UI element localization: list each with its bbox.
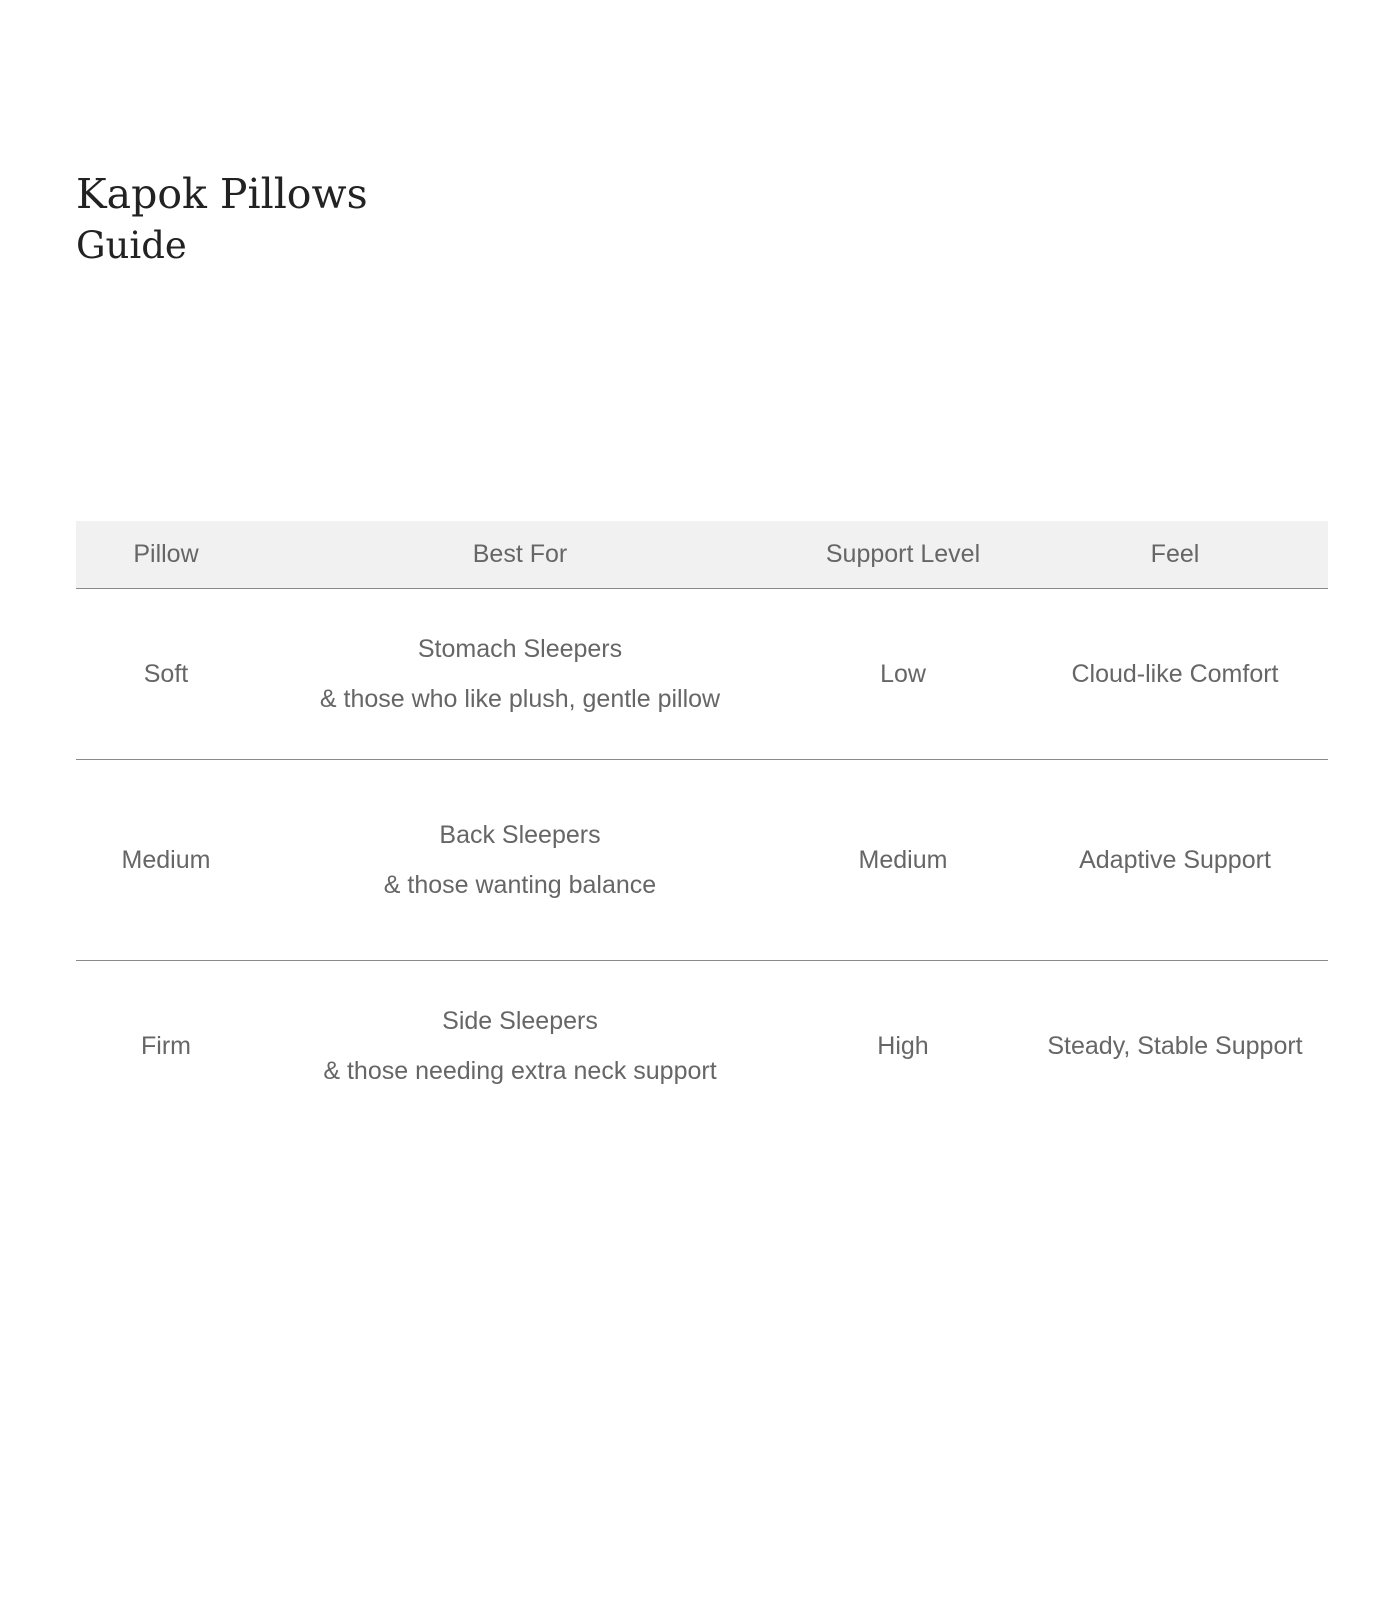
cell-feel: Steady, Stable Support — [1047, 1031, 1303, 1060]
best-for-main: Stomach Sleepers — [417, 635, 623, 663]
cell-best-for — [256, 624, 784, 724]
page-title-line1: Kapok Pillows — [76, 170, 368, 218]
cell-best-for — [256, 996, 784, 1096]
cell-pillow: Medium — [121, 845, 211, 874]
cell-feel: Adaptive Support — [1079, 845, 1271, 874]
cell-support-level: Low — [880, 659, 926, 688]
cell-pillow: Soft — [143, 659, 189, 688]
table-row — [76, 589, 1328, 760]
column-header-pillow: Pillow — [133, 540, 199, 568]
best-for-main: Side Sleepers — [442, 1007, 598, 1035]
cell-feel: Cloud-like Comfort — [1071, 659, 1279, 688]
best-for-sub: & those who like plush, gentle pillow — [319, 685, 721, 713]
table-header-row — [76, 521, 1328, 589]
page-title-line2: Guide — [76, 224, 187, 267]
table-row — [76, 961, 1328, 1131]
best-for-sub: & those needing extra neck support — [323, 1057, 717, 1085]
column-header-support-level: Support Level — [825, 540, 981, 568]
best-for-main: Back Sleepers — [439, 821, 601, 849]
column-header-feel: Feel — [1150, 540, 1200, 568]
column-header-best-for: Best For — [472, 540, 568, 568]
table-row — [76, 760, 1328, 961]
cell-best-for — [256, 810, 784, 910]
best-for-sub: & those wanting balance — [383, 871, 657, 899]
cell-support-level: Medium — [858, 845, 948, 874]
page-title — [76, 168, 368, 272]
cell-pillow: Firm — [141, 1031, 191, 1060]
pillow-guide-table — [76, 521, 1328, 1131]
cell-support-level: High — [877, 1031, 929, 1060]
